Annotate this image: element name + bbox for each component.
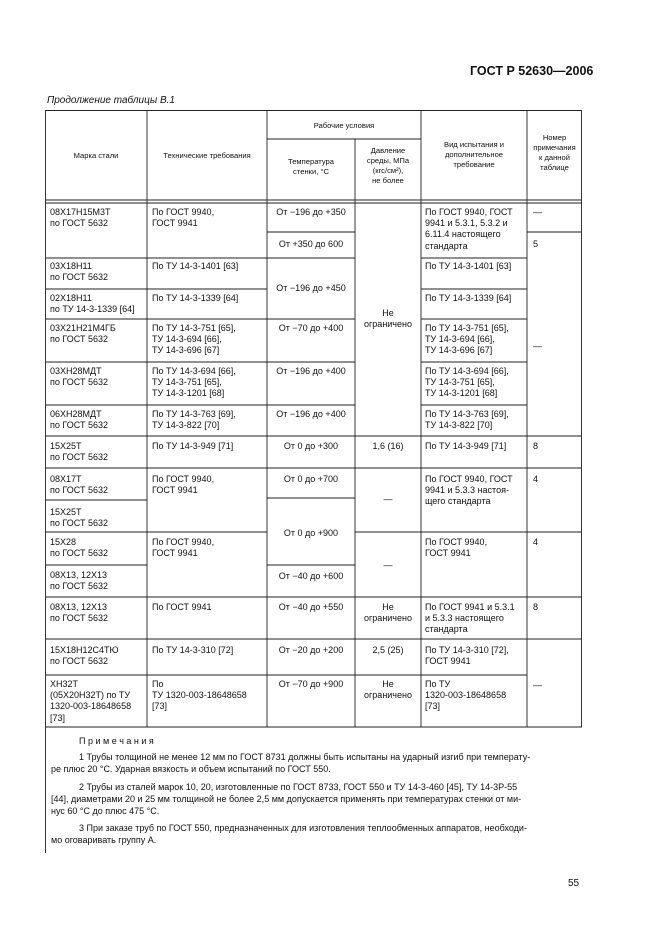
grade-cell: 08Х13, 12Х13 по ГОСТ 5632 xyxy=(50,602,108,624)
data-table xyxy=(45,110,582,853)
temperature-cell: От −196 до +450 xyxy=(276,283,346,293)
note-text: мо оговаривать группу А. xyxy=(51,835,157,845)
grade-cell: 15Х28 по ГОСТ 5632 xyxy=(50,537,108,559)
grade-cell: 03ХН28МДТ по ГОСТ 5632 xyxy=(50,366,108,388)
note-text: 2 Трубы из сталей марок 10, 20, изготовленные по ГОСТ 8733, ГОСТ 550 и ТУ 14-3-460 [45], ТУ 14-3Р-55 xyxy=(79,782,518,792)
grade-cell: 03Х21Н21М4ГБ по ГОСТ 5632 xyxy=(50,323,116,345)
header-pressure: Давление среды, МПа (кгс/см²), не более xyxy=(366,146,410,185)
test-type-cell: По ТУ 1320-003-18648658 [73] xyxy=(425,679,507,712)
grade-cell: 06ХН28МДТ по ГОСТ 5632 xyxy=(50,409,108,431)
note-number-cell: 5 xyxy=(533,239,539,249)
test-type-cell: По ТУ 14-3-694 [66], ТУ 14-3-751 [65], ТУ 14-3-1201 [68] xyxy=(425,366,509,399)
table-caption: Продолжение таблицы В.1 xyxy=(47,95,175,106)
notes-title: П р и м е ч а н и я xyxy=(79,736,154,746)
grade-cell: 15Х25Т по ГОСТ 5632 xyxy=(50,507,108,529)
pressure-cell: Не ограничено xyxy=(364,308,412,330)
temperature-cell: От +350 до 600 xyxy=(278,239,344,249)
test-type-cell: По ГОСТ 9941 и 5.3.1 и 5.3.3 настоящего стандарта xyxy=(425,602,515,635)
note-text: 3 При заказе труб по ГОСТ 550, предназначенных для изготовления теплообменных аппаратов, необходи- xyxy=(79,823,527,833)
header-work-conditions: Рабочие условия xyxy=(313,121,375,130)
pressure-cell: 1,6 (16) xyxy=(372,441,404,451)
note-text: нус 60 °С до плюс 475 °С. xyxy=(51,806,160,816)
requirements-cell: По ТУ 14-3-763 [69], ТУ 14-3-822 [70] xyxy=(152,409,236,431)
requirements-cell: По ГОСТ 9940, ГОСТ 9941 xyxy=(152,537,215,559)
page-number: 55 xyxy=(568,878,580,889)
temperature-cell: От −196 до +350 xyxy=(276,207,346,217)
temperature-cell: От −40 до +600 xyxy=(278,571,344,581)
note-text: [44], диаметрами 20 и 25 мм толщиной не более 2,5 мм допускается применять при температурах стенки от ми- xyxy=(51,794,522,804)
requirements-cell: По ТУ 14-3-1401 [63] xyxy=(152,261,239,271)
header-requirements: Технические требования xyxy=(163,151,251,160)
requirements-cell: По ГОСТ 9940, ГОСТ 9941 xyxy=(152,207,215,229)
header-note-number: Номер примечания к данной таблице xyxy=(533,133,576,172)
temperature-cell: От −70 до +400 xyxy=(278,323,344,333)
test-type-cell: По ГОСТ 9940, ГОСТ 9941 xyxy=(425,537,488,559)
requirements-cell: По ТУ 14-3-694 [66], ТУ 14-3-751 [65], ТУ 14-3-1201 [68] xyxy=(152,366,236,399)
grade-cell: 08Х17Т по ГОСТ 5632 xyxy=(50,474,108,496)
temperature-cell: От −196 до +400 xyxy=(276,366,346,376)
note-number-cell: 8 xyxy=(533,441,539,451)
grade-cell: 08Х17Н15М3Т по ГОСТ 5632 xyxy=(50,207,111,229)
document-code: ГОСТ Р 52630—2006 xyxy=(470,64,594,78)
requirements-cell: По ГОСТ 9940, ГОСТ 9941 xyxy=(152,474,215,496)
header-temperature: Температура стенки, °С xyxy=(288,157,334,176)
test-type-cell: По ТУ 14-3-949 [71] xyxy=(425,441,507,451)
note-number-cell: — xyxy=(533,207,542,217)
temperature-cell: От −70 до +900 xyxy=(278,679,344,689)
test-type-cell: По ГОСТ 9940, ГОСТ 9941 и 5.3.1, 5.3.2 и 6.11.4 настоящего стандарта xyxy=(425,207,513,251)
test-type-cell: По ТУ 14-3-763 [69], ТУ 14-3-822 [70] xyxy=(425,409,509,431)
requirements-cell: По ТУ 14-3-949 [71] xyxy=(152,441,234,451)
test-type-cell: По ТУ 14-3-751 [65], ТУ 14-3-694 [66], ТУ 14-3-696 [67] xyxy=(425,323,509,356)
requirements-cell: По ТУ 14-3-310 [72] xyxy=(152,645,234,655)
grade-cell: 15Х18Н12С4ТЮ по ГОСТ 5632 xyxy=(50,645,119,667)
temperature-cell: От −40 до +550 xyxy=(278,602,344,612)
note-number-cell: 4 xyxy=(533,474,539,484)
note-number-cell: 4 xyxy=(533,537,539,547)
grade-cell: 03Х18Н11 по ГОСТ 5632 xyxy=(50,261,108,283)
temperature-cell: От 0 до +900 xyxy=(283,528,339,538)
test-type-cell: По ТУ 14-3-1401 [63] xyxy=(425,261,512,271)
requirements-cell: По ТУ 14-3-751 [65], ТУ 14-3-694 [66], ТУ 14-3-696 [67] xyxy=(152,323,236,356)
header-grade: Марка стали xyxy=(73,151,119,160)
requirements-cell: По ГОСТ 9941 xyxy=(152,602,212,612)
grade-cell: 02Х18Н11 по ТУ 14-3-1339 [64] xyxy=(50,293,135,315)
pressure-cell: 2,5 (25) xyxy=(372,645,404,655)
requirements-cell: По ТУ 1320-003-18648658 [73] xyxy=(152,679,247,712)
temperature-cell: От 0 до +300 xyxy=(283,441,339,451)
header-test-type: Вид испытания и дополнительное требование xyxy=(444,140,504,169)
grade-cell: 08Х13, 12Х13 по ГОСТ 5632 xyxy=(50,570,108,592)
note-number-cell: 8 xyxy=(533,602,539,612)
pressure-cell: Не ограничено xyxy=(364,679,412,701)
grade-cell: ХН32Т (05Х20Н32Т) по ТУ 1320-003-18648658 [73] xyxy=(50,679,132,723)
pressure-cell: — xyxy=(383,560,393,570)
note-number-cell: — xyxy=(533,680,542,690)
pressure-cell: Не ограничено xyxy=(364,602,412,624)
note-number-cell: — xyxy=(533,341,542,351)
temperature-cell: От 0 до +700 xyxy=(283,474,339,484)
note-text: ре плюс 20 °С. Ударная вязкость и объем испытаний по ГОСТ 550. xyxy=(51,764,331,774)
note-text: 1 Трубы толщиной не менее 12 мм по ГОСТ 8731 должны быть испытаны на ударный изгиб при температу- xyxy=(79,752,531,762)
test-type-cell: По ТУ 14-3-310 [72], ГОСТ 9941 xyxy=(425,645,509,667)
pressure-cell: — xyxy=(383,494,393,504)
test-type-cell: По ТУ 14-3-1339 [64] xyxy=(425,293,512,303)
requirements-cell: По ТУ 14-3-1339 [64] xyxy=(152,293,239,303)
grade-cell: 15Х25Т по ГОСТ 5632 xyxy=(50,441,108,463)
temperature-cell: От −20 до +200 xyxy=(278,645,344,655)
test-type-cell: По ГОСТ 9940, ГОСТ 9941 и 5.3.3 настоя- щего стандарта xyxy=(425,474,513,507)
temperature-cell: От −196 до +400 xyxy=(276,409,346,419)
